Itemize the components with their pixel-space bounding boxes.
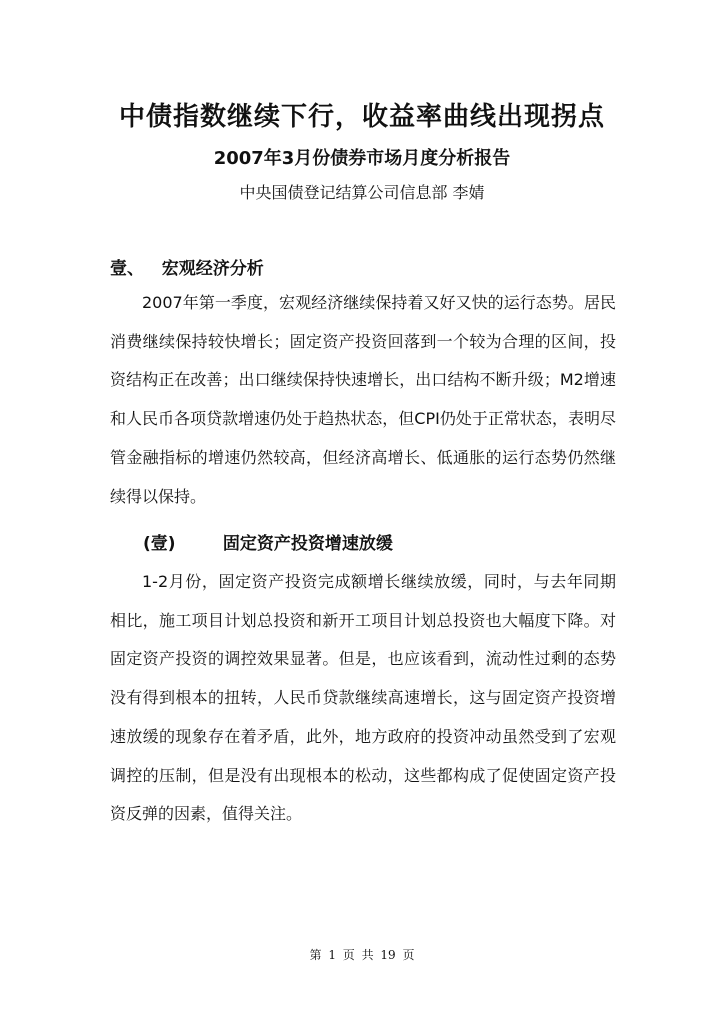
document-subtitle: 2007年3月份债券市场月度分析报告 [213,148,511,169]
section-paragraph-macro-economy: 2007年第一季度，宏观经济继续保持着又好又快的运行态势。居民消费继续保持较快增长；固定资产投资回落到一个较为合理的区间，投资结构正在改善；出口继续保持快速增长，出口结构不断升级；M2增速和人民币各项贷款增速仍处于趋热状态，但CPI仍处于正常状态，表明尽管金融指标的增速仍然较高，但经济高增长、低通胀的运行态势仍然继续得以保持。 [110,293,616,506]
subsection-paragraph-fixed-asset-investment: 1-2月份，固定资产投资完成额增长继续放缓，同时，与去年同期相比，施工项目计划总投资和新开工项目计划总投资也大幅度下降。对固定资产投资的调控效果显著。但是，也应该看到，流动性过剩的态势没有得到根本的扭转，人民币贷款继续高速增长，这与固定资产投资增速放缓的现象存在着矛盾，此外，地方政府的投资冲动虽然受到了宏观调控的压制，但是没有出现根本的松动，这些都构成了促使固定资产投资反弹的因素，值得关注。 [110,572,616,824]
page-number-footer: 第 1 页 共 19 页 [309,948,415,962]
document-author: 中央国债登记结算公司信息部 李婧 [239,183,485,202]
document-title: 中债指数继续下行，收益率曲线出现拐点 [118,102,605,132]
subsection-heading-fixed-asset-investment: (壹) 固定资产投资增速放缓 [143,534,393,554]
section-heading-macro-economy: 壹、 宏观经济分析 [110,259,264,279]
